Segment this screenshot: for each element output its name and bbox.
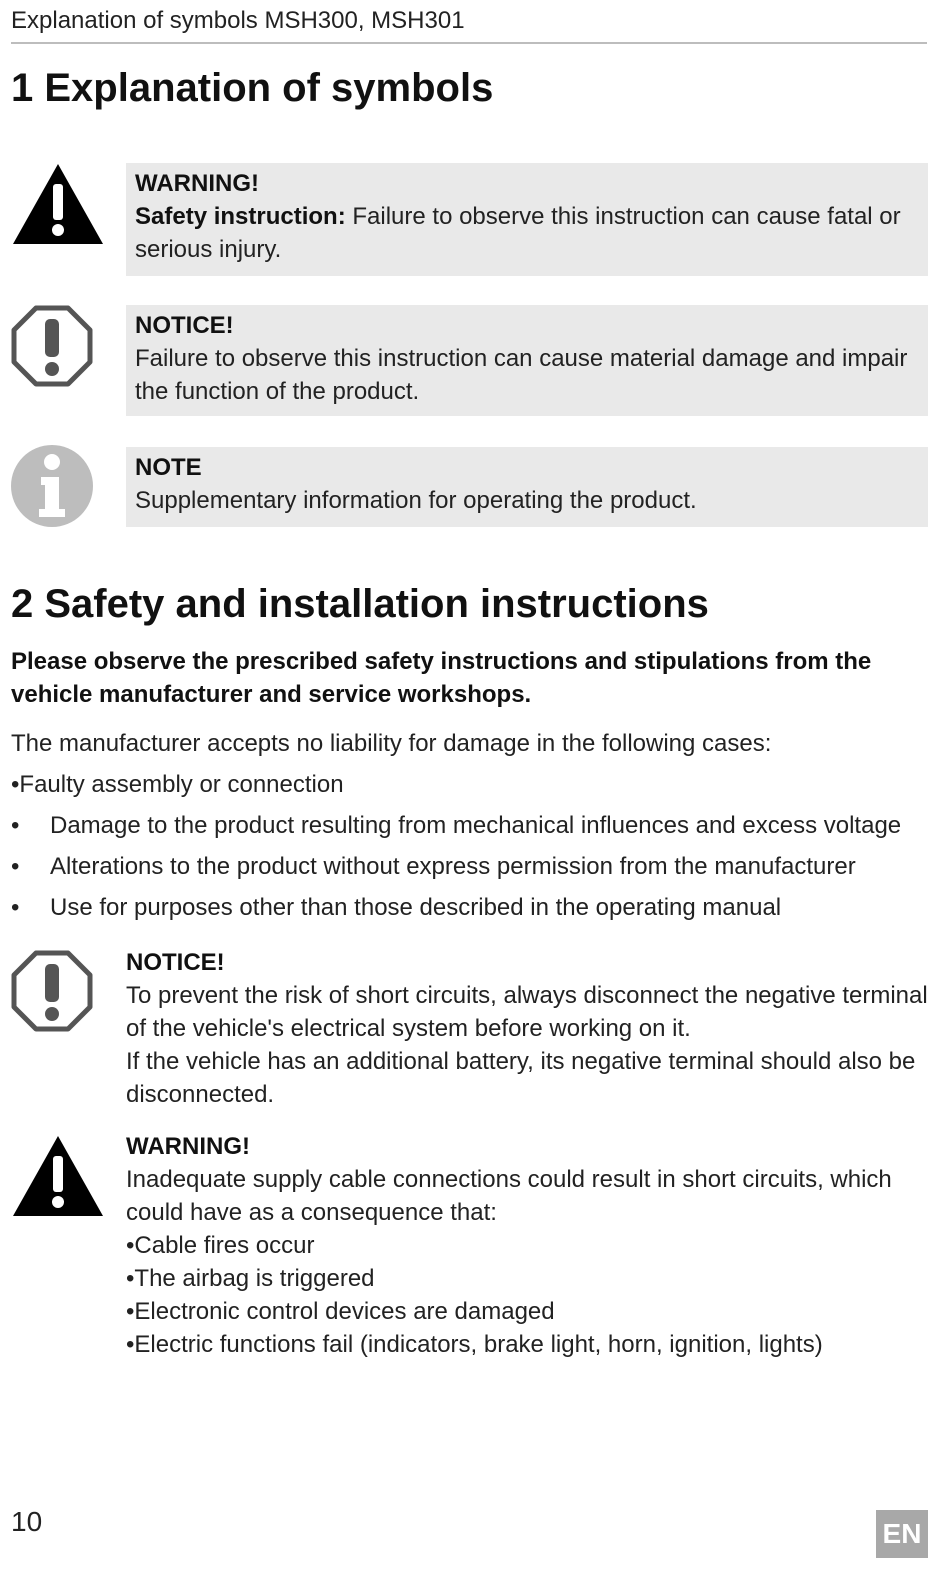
warning-text: Inadequate supply cable connections could result in short circuits, which could have as a consequence that: [126,1166,892,1226]
liability-item-text: Damage to the product resulting from mechanical influences and excess voltage [50,812,902,839]
safety-lead: Please observe the prescribed safety instructions and stipulations from the vehicle manufacturer and service workshops. [11,648,872,708]
warning-cable-block [126,1130,936,1361]
info-icon [11,445,93,527]
notice-octagon-icon [11,950,93,1032]
running-header: Explanation of symbols MSH300, MSH301 [11,6,927,44]
bullet-icon: • [11,853,20,880]
language-tab: EN [876,1510,928,1558]
section-1-heading: 1 Explanation of symbols [11,66,494,110]
bullet-icon: • [11,894,20,921]
warning-lead: Safety instruction: [135,203,346,230]
warning-box [126,163,928,276]
section-2-heading: 2 Safety and installation instructions [11,582,709,626]
warning-text: Failure to observe this instruction can cause fatal or serious injury. [135,203,901,263]
warning-triangle-icon [11,162,105,246]
consequence-item: •Electronic control devices are damaged [126,1298,555,1325]
notice-octagon-icon [11,305,93,387]
consequence-item: •The airbag is triggered [126,1265,375,1292]
notice-text: Failure to observe this instruction can cause material damage and impair the function of the product. [135,345,908,405]
liability-item-text: Alterations to the product without express permission from the manufacturer [50,853,856,880]
warning-triangle-icon [11,1134,105,1218]
notice-label: NOTICE! [126,949,225,976]
bullet-icon: • [11,812,20,839]
consequence-item: •Cable fires occur [126,1232,315,1259]
liability-item: •Faulty assembly or connection [11,771,344,798]
note-text: Supplementary information for operating the product. [135,487,697,514]
note-label: NOTE [135,454,202,481]
notice-text: If the vehicle has an additional battery, its negative terminal should also be disconnected. [126,1048,916,1108]
notice-short-circuit-block [126,946,936,1111]
warning-label: WARNING! [126,1133,250,1160]
note-box [126,447,928,527]
warning-label: WARNING! [135,170,259,197]
liability-item-text: Use for purposes other than those described in the operating manual [50,894,782,921]
liability-intro: The manufacturer accepts no liability for damage in the following cases: [11,730,772,757]
notice-text: To prevent the risk of short circuits, always disconnect the negative terminal of the vehicle's electrical system before working on it. [126,982,928,1042]
consequence-item: •Electric functions fail (indicators, brake light, horn, ignition, lights) [126,1331,823,1358]
page-number: 10 [11,1506,43,1537]
notice-label: NOTICE! [135,312,234,339]
notice-box [126,305,928,416]
